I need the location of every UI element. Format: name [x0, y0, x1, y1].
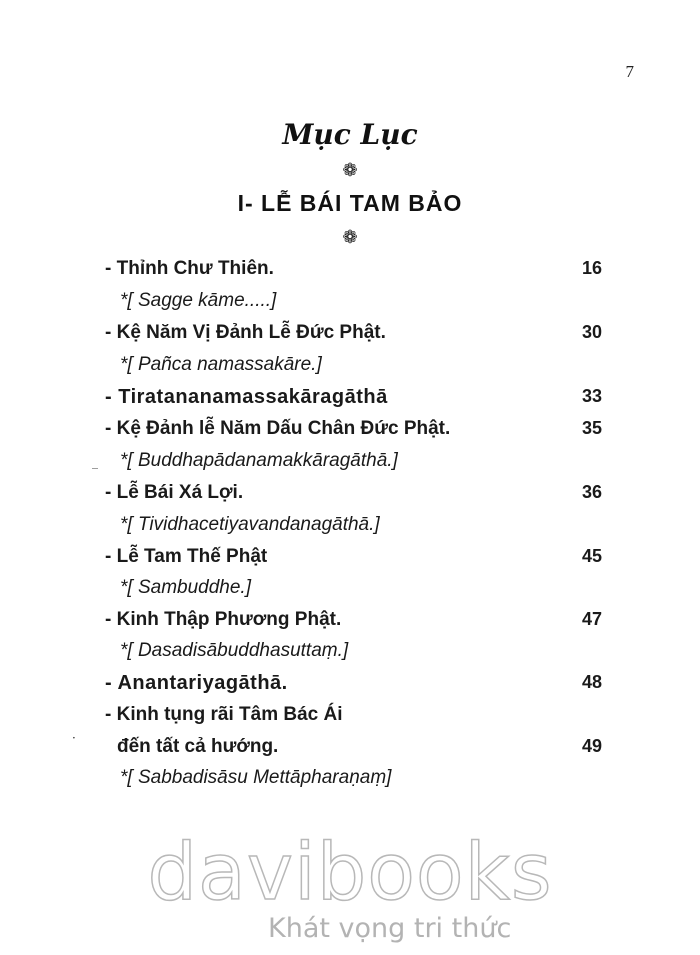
toc-entry-pali	[0, 290, 700, 320]
toc-entry-title: - Kệ Đảnh lễ Năm Dấu Chân Đức Phật.	[105, 418, 451, 439]
flower-ornament-icon: ❁	[342, 227, 358, 248]
toc-entry-continued[interactable]	[0, 736, 700, 766]
toc-entry-pali-title: *[ Pañca namassakāre.]	[120, 354, 322, 375]
toc-entry-page: 45	[581, 546, 602, 566]
toc-entry-pali-title: *[ Sabbadisāsu Mettāpharaṇaṃ]	[120, 767, 392, 788]
toc-entry-pali	[0, 640, 700, 670]
toc-entry[interactable]	[0, 418, 700, 448]
toc-entry[interactable]	[0, 609, 700, 639]
toc-entry-pali	[0, 514, 700, 544]
toc-entry-pali	[0, 450, 700, 480]
toc-entry-pali-title: *[ Buddhapādanamakkāragāthā.]	[120, 450, 398, 471]
toc-entry-title: - Lễ Bái Xá Lợi.	[105, 482, 244, 503]
print-mark: ‾	[92, 466, 98, 480]
toc-entry-page: 35	[581, 418, 602, 438]
toc-entry[interactable]	[0, 704, 700, 734]
toc-entry-title: - Anantariyagāthā.	[105, 672, 288, 694]
toc-entry-page: 49	[581, 736, 602, 756]
toc-entry-title: - Thỉnh Chư Thiên.	[105, 258, 274, 279]
toc-entry[interactable]	[0, 546, 700, 576]
watermark-brand: davibooks	[147, 828, 553, 918]
toc-entry-page: 33	[581, 386, 602, 406]
toc-entry-page: 30	[581, 322, 602, 342]
toc-entry-title: - Kinh tụng rãi Tâm Bác Ái	[105, 704, 343, 725]
toc-entry[interactable]	[0, 322, 700, 352]
toc-entry[interactable]	[0, 482, 700, 512]
toc-entry-page: 16	[581, 258, 602, 278]
toc-entry[interactable]	[0, 672, 700, 702]
toc-entry-pali	[0, 767, 700, 797]
toc-entry-title: - Kệ Năm Vị Đảnh Lễ Đức Phật.	[105, 322, 386, 343]
print-mark: ·	[72, 731, 76, 745]
toc-entry-page: 48	[581, 672, 602, 692]
toc-entry-title: - Lễ Tam Thế Phật	[105, 546, 268, 567]
toc-entry-pali-title: *[ Tividhacetiyavandanagāthā.]	[120, 514, 380, 535]
toc-entry-page: 36	[581, 482, 602, 502]
toc-entry[interactable]	[0, 258, 700, 288]
toc-entry-pali	[0, 354, 700, 384]
toc-entry-page: 47	[581, 609, 602, 629]
page-number: 7	[625, 62, 634, 81]
watermark-tagline: Khát vọng tri thức	[268, 913, 512, 944]
toc-entry-pali	[0, 577, 700, 607]
section-title: I- LỄ BÁI TAM BẢO	[237, 190, 463, 216]
toc-entry-pali-title: *[ Dasadisābuddhasuttaṃ.]	[120, 640, 349, 661]
toc-entry-title-cont: đến tất cả hướng.	[117, 736, 279, 757]
toc-title: Mục Lục	[282, 118, 418, 151]
toc-entry-pali-title: *[ Sagge kāme.....]	[120, 290, 277, 311]
toc-entry[interactable]	[0, 386, 700, 416]
flower-ornament-icon: ❁	[342, 160, 358, 181]
toc-entry-title: - Kinh Thập Phương Phật.	[105, 609, 342, 630]
toc-entry-title: - Tiratananamassakāragāthā	[105, 386, 388, 408]
toc-entry-pali-title: *[ Sambuddhe.]	[120, 577, 251, 598]
